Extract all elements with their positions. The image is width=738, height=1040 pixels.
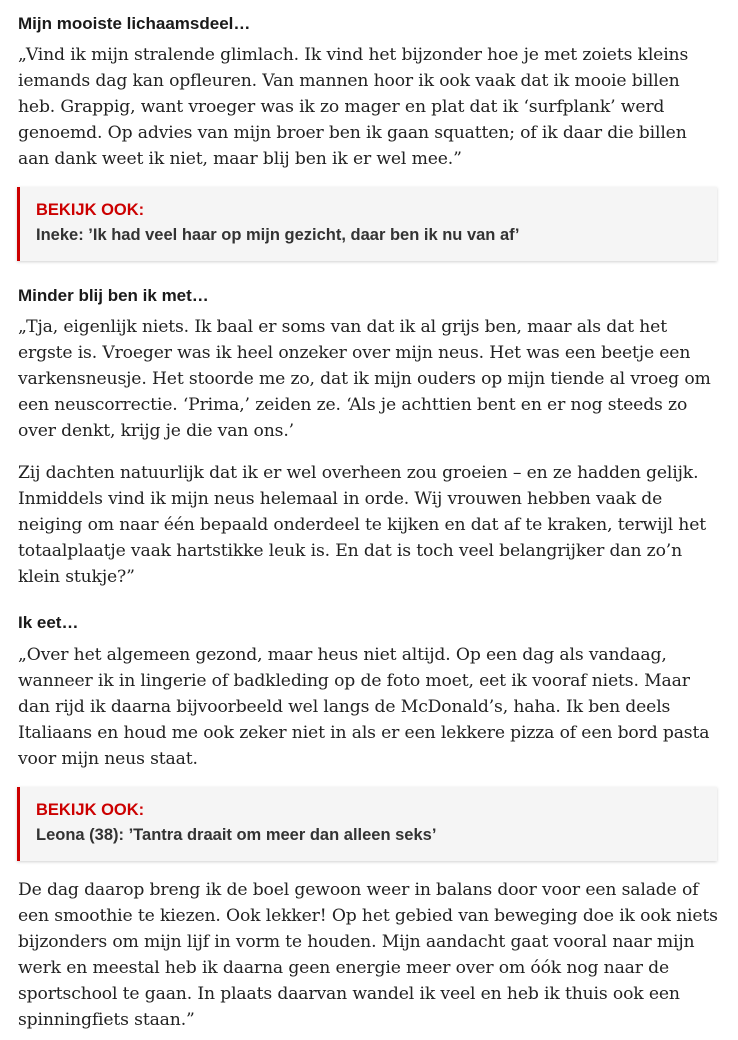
related-article-link[interactable]: Ineke: ’Ik had veel haar op mijn gezicht, daar ben ik nu van af’	[36, 226, 520, 244]
paragraph: „Over het algemeen gezond, maar heus niet altijd. Op een dag als vandaag, wanneer ik in lingerie of badkleding op de foto moet, eet ik vooraf niets. Maar dan rijd ik daarna bijvoorbeeld wel langs de McDonald’s, haha. Ik ben deels Italiaans en houd me ook zeker niet in als er een lekkere pizza of een bord pasta voor mijn neus staat.	[18, 645, 710, 769]
section-heading: Ik eet…	[18, 613, 79, 632]
paragraph: „Tja, eigenlijk niets. Ik baal er soms van dat ik al grijs ben, maar als dat het ergste is. Vroeger was ik heel onzeker over mijn neus. Het was een beetje een varkensneusje. Het stoorde me zo, dat ik mijn ouders op mijn tiende al vroeg om een neuscorrectie. ‘Prima,’ zeiden ze. ‘Als je achttien bent en er nog steeds zo over denkt, krijg je die van ons.’	[18, 317, 711, 441]
paragraph: Zij dachten natuurlijk dat ik er wel overheen zou groeien – en ze hadden gelijk. Inmiddels vind ik mijn neus helemaal in orde. Wij vrouwen hebben vaak de neiging om naar één bepaald onderdeel te kijken en dat af te kraken, terwijl het totaalplaatje vaak hartstikke leuk is. En dat is toch veel belangrijker dan zo’n klein stukje?”	[18, 463, 706, 587]
paragraph: „Vind ik mijn stralende glimlach. Ik vind het bijzonder hoe je met zoiets kleins iemands dag kan opfleuren. Van mannen hoor ik ook vaak dat ik mooie billen heb. Grappig, want vroeger was ik zo mager en plat dat ik ‘surfplank’ werd genoemd. Op advies van mijn broer ben ik gaan squatten; of ik daar die billen aan dank weet ik niet, maar blij ben ik er wel mee.”	[18, 45, 689, 169]
related-article-box[interactable]	[17, 187, 717, 261]
related-article-link[interactable]: Leona (38): ’Tantra draait om meer dan alleen seks’	[36, 826, 437, 844]
related-label: BEKIJK OOK:	[36, 201, 145, 219]
section-heading: Mijn mooiste lichaamsdeel…	[18, 14, 251, 33]
section-heading: Minder blij ben ik met…	[18, 286, 209, 305]
related-article-box[interactable]	[17, 787, 717, 861]
paragraph: De dag daarop breng ik de boel gewoon weer in balans door voor een salade of een smoothie te kiezen. Ook lekker! Op het gebied van beweging doe ik ook niets bijzonders om mijn lijf in vorm te houden. Mijn aandacht gaat vooral naar mijn werk en meestal heb ik daarna geen energie meer over om óók nog naar de sportschool te gaan. In plaats daarvan wandel ik veel en heb ik thuis ook een spinningfiets staan.”	[18, 880, 718, 1030]
related-label: BEKIJK OOK:	[36, 801, 145, 819]
